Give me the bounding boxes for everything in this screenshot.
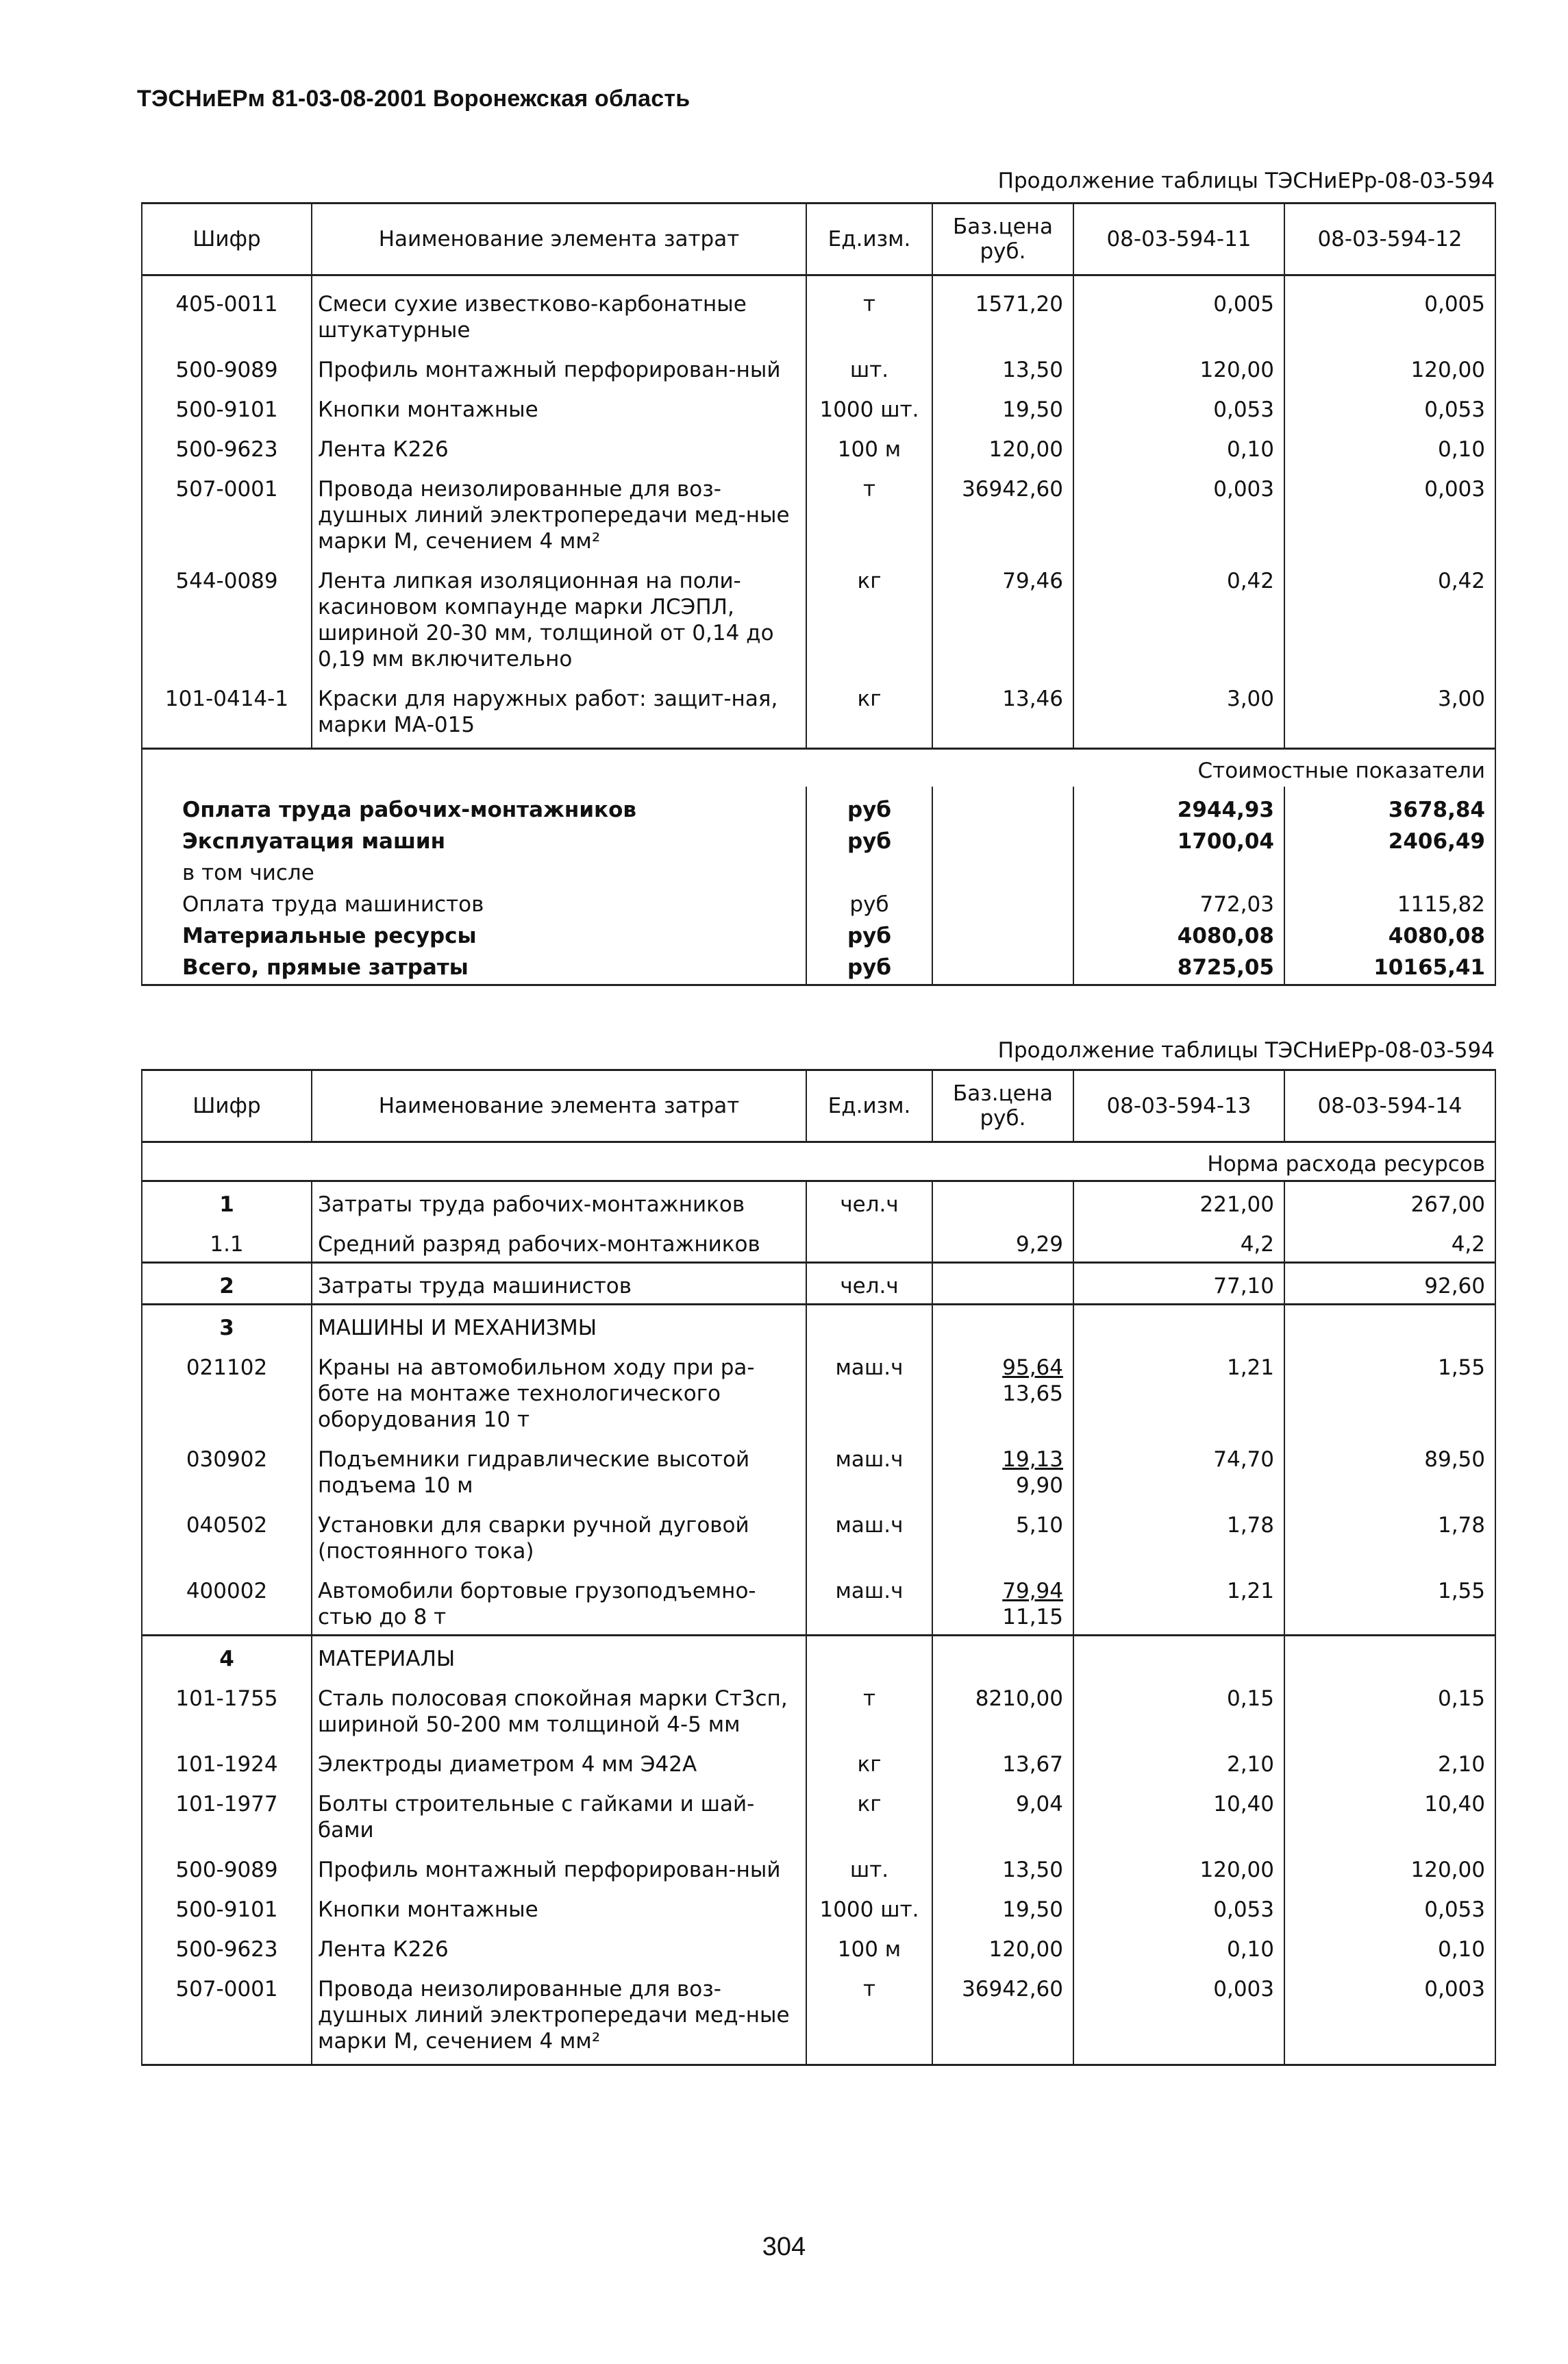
norm-value-2: 3,00 <box>1284 676 1495 749</box>
unit-of-measure: т <box>806 1676 932 1742</box>
resource-code: 1.1 <box>142 1222 312 1263</box>
norm-value-2 <box>1284 1636 1495 1677</box>
resource-code: 507-0001 <box>142 1967 312 2065</box>
base-price-wage-part: 13,65 <box>1002 1381 1063 1406</box>
resource-name: МАШИНЫ И МЕХАНИЗМЫ <box>312 1305 806 1346</box>
resource-name: Лента К226 <box>312 1927 806 1967</box>
resource-name: Затраты труда рабочих-монтажников <box>312 1181 806 1222</box>
cost-label: Материальные ресурсы <box>142 921 806 952</box>
cost-value-1: 2944,93 <box>1073 787 1284 826</box>
resource-code: 101-1924 <box>142 1742 312 1782</box>
table-row <box>142 1847 1495 1887</box>
resource-name: Кнопки монтажные <box>312 387 806 427</box>
norm-value-2: 120,00 <box>1284 1847 1495 1887</box>
col-header-price: Баз.цена руб. <box>932 204 1073 275</box>
col-header-norm-2: 08-03-594-12 <box>1284 204 1495 275</box>
section-label: Стоимостные показатели <box>142 749 1495 787</box>
norm-value-2: 4,2 <box>1284 1222 1495 1263</box>
unit-of-measure <box>806 1305 932 1346</box>
resource-name: Профиль монтажный перфорирован-ный <box>312 347 806 387</box>
resource-name: Электроды диаметром 4 мм Э42А <box>312 1742 806 1782</box>
unit-of-measure: чел.ч <box>806 1263 932 1305</box>
table-row <box>142 1503 1495 1568</box>
unit-of-measure: кг <box>806 676 932 749</box>
cost-price-empty <box>932 952 1073 985</box>
cost-price-empty <box>932 787 1073 826</box>
norm-value-1: 2,10 <box>1073 1742 1284 1782</box>
cost-row <box>142 952 1495 985</box>
base-price: 9,29 <box>932 1222 1073 1263</box>
norm-value-1: 120,00 <box>1073 347 1284 387</box>
cost-unit: руб <box>806 787 932 826</box>
norm-value-1 <box>1073 1636 1284 1677</box>
resource-code: 500-9089 <box>142 1847 312 1887</box>
resource-code: 500-9623 <box>142 427 312 467</box>
unit-of-measure <box>806 1636 932 1677</box>
table-row <box>142 1887 1495 1927</box>
unit-of-measure: шт. <box>806 347 932 387</box>
resource-name: Средний разряд рабочих-монтажников <box>312 1222 806 1263</box>
norm-value-2: 0,15 <box>1284 1676 1495 1742</box>
base-price: 1571,20 <box>932 275 1073 348</box>
cost-row <box>142 921 1495 952</box>
cost-label: в том числе <box>142 858 806 889</box>
cost-price-empty <box>932 889 1073 921</box>
resource-name: Краски для наружных работ: защит-ная, марки МА-015 <box>312 676 806 749</box>
table-row <box>142 676 1495 749</box>
resource-code: 544-0089 <box>142 558 312 676</box>
resource-name: Подъемники гидравлические высотой подъема 10 м <box>312 1437 806 1503</box>
resource-code: 040502 <box>142 1503 312 1568</box>
resource-table-1 <box>141 202 1496 986</box>
cost-value-2: 4080,08 <box>1284 921 1495 952</box>
table-row <box>142 1782 1495 1847</box>
norm-value-1: 0,42 <box>1073 558 1284 676</box>
resource-name: Профиль монтажный перфорирован-ный <box>312 1847 806 1887</box>
cost-price-empty <box>932 921 1073 952</box>
base-price <box>932 1568 1073 1636</box>
table-row <box>142 1636 1495 1677</box>
table-row <box>142 558 1495 676</box>
norm-value-1: 120,00 <box>1073 1847 1284 1887</box>
norm-value-2: 1,55 <box>1284 1345 1495 1437</box>
cost-value-1: 1700,04 <box>1073 826 1284 858</box>
norm-value-1: 0,003 <box>1073 467 1284 558</box>
unit-of-measure: шт. <box>806 1847 932 1887</box>
norm-value-2: 120,00 <box>1284 347 1495 387</box>
unit-of-measure: т <box>806 467 932 558</box>
cost-row <box>142 787 1495 826</box>
table-row <box>142 1437 1495 1503</box>
table-row <box>142 467 1495 558</box>
resource-name: Кнопки монтажные <box>312 1887 806 1927</box>
norm-value-1: 10,40 <box>1073 1782 1284 1847</box>
cost-unit: руб <box>806 826 932 858</box>
norm-value-1: 0,10 <box>1073 427 1284 467</box>
table-row <box>142 1967 1495 2065</box>
resource-name: Затраты труда машинистов <box>312 1263 806 1305</box>
norm-value-2: 1,78 <box>1284 1503 1495 1568</box>
base-price-main: 19,13 <box>1002 1447 1063 1472</box>
norm-value-2: 0,10 <box>1284 1927 1495 1967</box>
base-price: 19,50 <box>932 387 1073 427</box>
resource-name: Лента К226 <box>312 427 806 467</box>
resource-name: Смеси сухие известково-карбонатные штукатурные <box>312 275 806 348</box>
base-price <box>932 1263 1073 1305</box>
table-row <box>142 1568 1495 1636</box>
resource-code: 021102 <box>142 1345 312 1437</box>
base-price: 79,46 <box>932 558 1073 676</box>
norm-value-1: 0,15 <box>1073 1676 1284 1742</box>
resource-code: 101-1977 <box>142 1782 312 1847</box>
col-header-unit: Ед.изм. <box>806 204 932 275</box>
cost-value-2: 2406,49 <box>1284 826 1495 858</box>
norm-value-1: 3,00 <box>1073 676 1284 749</box>
norm-value-1: 0,053 <box>1073 1887 1284 1927</box>
base-price: 36942,60 <box>932 467 1073 558</box>
cost-price-empty <box>932 826 1073 858</box>
unit-of-measure: 1000 шт. <box>806 1887 932 1927</box>
base-price-wage-part: 9,90 <box>1015 1473 1063 1498</box>
cost-label: Оплата труда рабочих-монтажников <box>142 787 806 826</box>
norm-value-1: 77,10 <box>1073 1263 1284 1305</box>
cost-unit: руб <box>806 889 932 921</box>
resource-name: Провода неизолированные для воз-душных линий электропередачи мед-ные марки М, сечением 4 мм² <box>312 467 806 558</box>
cost-label: Оплата труда машинистов <box>142 889 806 921</box>
base-price: 8210,00 <box>932 1676 1073 1742</box>
cost-row <box>142 889 1495 921</box>
resource-name: Сталь полосовая спокойная марки Ст3сп, шириной 50-200 мм толщиной 4-5 мм <box>312 1676 806 1742</box>
cost-value-1: 4080,08 <box>1073 921 1284 952</box>
base-price <box>932 1437 1073 1503</box>
resource-code: 2 <box>142 1263 312 1305</box>
cost-unit <box>806 858 932 889</box>
col-header-code: Шифр <box>142 204 312 275</box>
norm-value-1: 4,2 <box>1073 1222 1284 1263</box>
base-price <box>932 1181 1073 1222</box>
base-price-wage-part: 11,15 <box>1002 1605 1063 1629</box>
unit-of-measure: кг <box>806 558 932 676</box>
col-header-code: Шифр <box>142 1070 312 1142</box>
unit-of-measure: 1000 шт. <box>806 387 932 427</box>
norm-value-2: 0,003 <box>1284 1967 1495 2065</box>
base-price-main: 95,64 <box>1002 1355 1063 1380</box>
table-row <box>142 1927 1495 1967</box>
table-row <box>142 1345 1495 1437</box>
section-row <box>142 1142 1495 1181</box>
resource-code: 3 <box>142 1305 312 1346</box>
section-row <box>142 749 1495 787</box>
table2-continuation-caption: Продолжение таблицы ТЭСНиЕРр-08-03-594 <box>997 1038 1495 1063</box>
norm-value-2: 1,55 <box>1284 1568 1495 1636</box>
resource-code: 507-0001 <box>142 467 312 558</box>
base-price: 19,50 <box>932 1887 1073 1927</box>
norm-value-2: 267,00 <box>1284 1181 1495 1222</box>
norm-value-2 <box>1284 1305 1495 1346</box>
unit-of-measure: т <box>806 275 932 348</box>
col-header-norm-2: 08-03-594-14 <box>1284 1070 1495 1142</box>
unit-of-measure: маш.ч <box>806 1345 932 1437</box>
cost-label: Всего, прямые затраты <box>142 952 806 985</box>
unit-of-measure <box>806 1222 932 1263</box>
resource-code: 1 <box>142 1181 312 1222</box>
cost-label: Эксплуатация машин <box>142 826 806 858</box>
table-row <box>142 1181 1495 1222</box>
resource-name: Краны на автомобильном ходу при ра-боте на монтаже технологического оборудования 10 т <box>312 1345 806 1437</box>
base-price: 36942,60 <box>932 1967 1073 2065</box>
cost-value-2: 10165,41 <box>1284 952 1495 985</box>
resource-code: 101-1755 <box>142 1676 312 1742</box>
unit-of-measure: кг <box>806 1742 932 1782</box>
norm-value-2: 89,50 <box>1284 1437 1495 1503</box>
resource-code: 500-9101 <box>142 387 312 427</box>
norm-value-1: 74,70 <box>1073 1437 1284 1503</box>
resource-code: 500-9623 <box>142 1927 312 1967</box>
base-price: 120,00 <box>932 427 1073 467</box>
table-row <box>142 1742 1495 1782</box>
table-row <box>142 427 1495 467</box>
norm-value-2: 0,42 <box>1284 558 1495 676</box>
cost-value-2: 3678,84 <box>1284 787 1495 826</box>
resource-name: Лента липкая изоляционная на поли-касиновом компаунде марки ЛСЭПЛ, шириной 20-30 мм, толщиной от 0,14 до 0,19 мм включительно <box>312 558 806 676</box>
table1-continuation-caption: Продолжение таблицы ТЭСНиЕРр-08-03-594 <box>997 169 1495 193</box>
resource-code: 101-0414-1 <box>142 676 312 749</box>
cost-row <box>142 826 1495 858</box>
col-header-unit: Ед.изм. <box>806 1070 932 1142</box>
unit-of-measure: 100 м <box>806 1927 932 1967</box>
unit-of-measure: маш.ч <box>806 1437 932 1503</box>
table-row <box>142 275 1495 348</box>
cost-value-1: 772,03 <box>1073 889 1284 921</box>
table-row <box>142 1676 1495 1742</box>
unit-of-measure: чел.ч <box>806 1181 932 1222</box>
norm-value-1: 0,053 <box>1073 387 1284 427</box>
norm-value-2: 0,005 <box>1284 275 1495 348</box>
norm-value-2: 0,053 <box>1284 1887 1495 1927</box>
norm-value-1: 1,21 <box>1073 1345 1284 1437</box>
norm-value-2: 0,053 <box>1284 387 1495 427</box>
resource-code: 400002 <box>142 1568 312 1636</box>
resource-code: 500-9089 <box>142 347 312 387</box>
cost-value-2: 1115,82 <box>1284 889 1495 921</box>
norm-value-1: 0,005 <box>1073 275 1284 348</box>
norm-value-2: 0,003 <box>1284 467 1495 558</box>
table-row <box>142 347 1495 387</box>
cost-value-2 <box>1284 858 1495 889</box>
base-price: 5,10 <box>932 1503 1073 1568</box>
unit-of-measure: кг <box>806 1782 932 1847</box>
base-price <box>932 1636 1073 1677</box>
cost-unit: руб <box>806 921 932 952</box>
base-price: 13,67 <box>932 1742 1073 1782</box>
resource-name: Установки для сварки ручной дуговой (постоянного тока) <box>312 1503 806 1568</box>
norm-value-1: 0,10 <box>1073 1927 1284 1967</box>
norm-value-1: 1,78 <box>1073 1503 1284 1568</box>
resource-table-2 <box>141 1069 1496 2066</box>
unit-of-measure: 100 м <box>806 427 932 467</box>
norm-value-1: 0,003 <box>1073 1967 1284 2065</box>
resource-name: Болты строительные с гайками и шай-бами <box>312 1782 806 1847</box>
base-price: 120,00 <box>932 1927 1073 1967</box>
table-row <box>142 1263 1495 1305</box>
cost-unit: руб <box>806 952 932 985</box>
table-row <box>142 1222 1495 1263</box>
resource-code: 500-9101 <box>142 1887 312 1927</box>
base-price: 13,50 <box>932 347 1073 387</box>
resource-name: Провода неизолированные для воз-душных линий электропередачи мед-ные марки М, сечением 4 мм² <box>312 1967 806 2065</box>
col-header-norm-1: 08-03-594-11 <box>1073 204 1284 275</box>
cost-price-empty <box>932 858 1073 889</box>
base-price <box>932 1305 1073 1346</box>
norm-value-2: 10,40 <box>1284 1782 1495 1847</box>
table-row <box>142 1305 1495 1346</box>
base-price-main: 79,94 <box>1002 1579 1063 1603</box>
unit-of-measure: маш.ч <box>806 1568 932 1636</box>
col-header-norm-1: 08-03-594-13 <box>1073 1070 1284 1142</box>
norm-value-1: 221,00 <box>1073 1181 1284 1222</box>
norm-value-1 <box>1073 1305 1284 1346</box>
resource-code: 4 <box>142 1636 312 1677</box>
cost-row <box>142 858 1495 889</box>
unit-of-measure: маш.ч <box>806 1503 932 1568</box>
cost-value-1 <box>1073 858 1284 889</box>
document-header: ТЭСНиЕРм 81-03-08-2001 Воронежская область <box>137 86 690 112</box>
resource-name: МАТЕРИАЛЫ <box>312 1636 806 1677</box>
col-header-name: Наименование элемента затрат <box>312 204 806 275</box>
table-header-row <box>142 204 1495 275</box>
resource-code: 030902 <box>142 1437 312 1503</box>
resource-name: Автомобили бортовые грузоподъемно-стью до 8 т <box>312 1568 806 1636</box>
section-label: Норма расхода ресурсов <box>142 1142 1495 1181</box>
table-header-row <box>142 1070 1495 1142</box>
cost-value-1: 8725,05 <box>1073 952 1284 985</box>
base-price: 13,46 <box>932 676 1073 749</box>
col-header-price: Баз.цена руб. <box>932 1070 1073 1142</box>
norm-value-2: 92,60 <box>1284 1263 1495 1305</box>
resource-code: 405-0011 <box>142 275 312 348</box>
norm-value-2: 0,10 <box>1284 427 1495 467</box>
unit-of-measure: т <box>806 1967 932 2065</box>
norm-value-2: 2,10 <box>1284 1742 1495 1782</box>
norm-value-1: 1,21 <box>1073 1568 1284 1636</box>
base-price <box>932 1345 1073 1437</box>
col-header-name: Наименование элемента затрат <box>312 1070 806 1142</box>
base-price: 9,04 <box>932 1782 1073 1847</box>
page-number: 304 <box>762 2232 806 2261</box>
table-row <box>142 387 1495 427</box>
base-price: 13,50 <box>932 1847 1073 1887</box>
